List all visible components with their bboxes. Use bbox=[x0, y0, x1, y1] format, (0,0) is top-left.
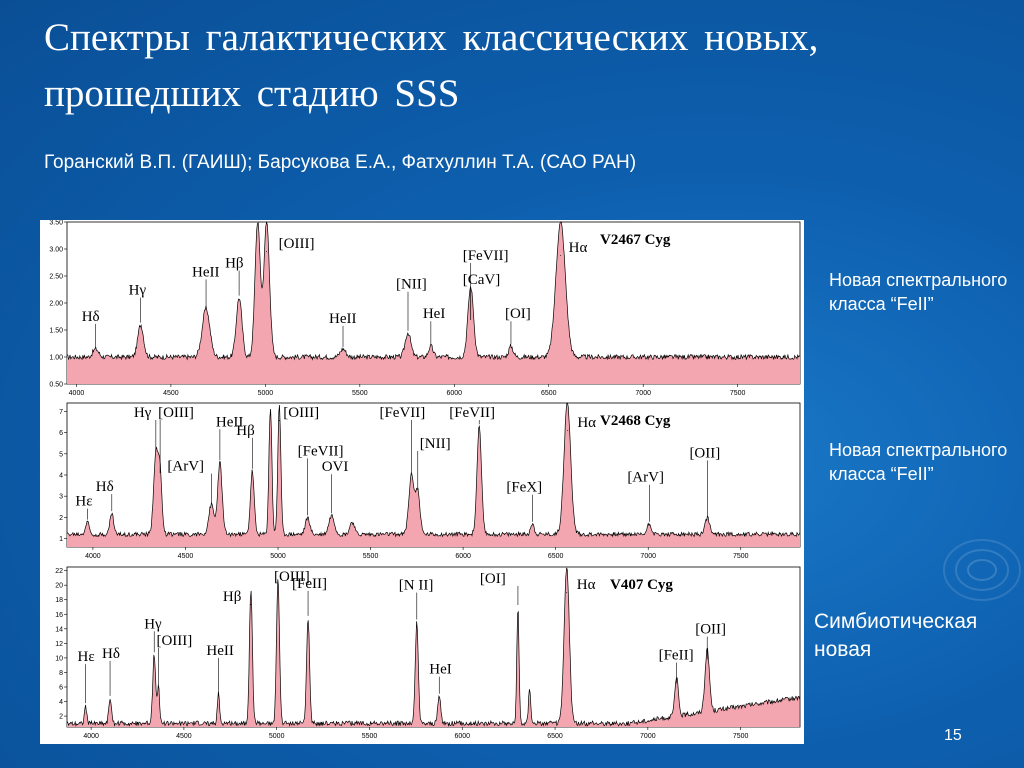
x-tick-label: 7500 bbox=[729, 390, 746, 397]
y-tick-label: 5 bbox=[59, 451, 63, 459]
line-label: [N II] bbox=[398, 577, 434, 594]
x-tick-label: 6000 bbox=[455, 553, 471, 560]
line-label: Hβ bbox=[222, 589, 242, 605]
line-label: [FeVII] bbox=[462, 247, 509, 264]
line-label: Hε bbox=[77, 649, 95, 666]
line-label: HeII bbox=[192, 264, 220, 281]
y-tick-label: 2.50 bbox=[49, 273, 63, 281]
line-label: HeII bbox=[206, 642, 234, 659]
line-label: [ArV] bbox=[627, 469, 664, 486]
x-tick-label: 6000 bbox=[446, 390, 463, 397]
line-label: [OI] bbox=[479, 571, 506, 587]
y-tick-label: 22 bbox=[55, 568, 63, 576]
y-tick-label: 3 bbox=[59, 493, 63, 501]
x-tick-label: 4500 bbox=[163, 390, 179, 397]
x-tick-label: 5000 bbox=[268, 733, 285, 740]
y-tick-label: 20 bbox=[55, 582, 63, 590]
spectrum-fill bbox=[67, 403, 800, 547]
line-label: Hγ bbox=[144, 616, 162, 633]
line-label: Hα bbox=[577, 415, 597, 431]
x-tick-label: 7500 bbox=[732, 553, 749, 560]
line-label: [FeVII] bbox=[449, 405, 496, 421]
line-label: [OIII] bbox=[278, 236, 315, 252]
line-label: HeII bbox=[215, 414, 244, 431]
y-tick-label: 2 bbox=[59, 514, 63, 522]
line-label: Hδ bbox=[95, 479, 114, 496]
y-tick-label: 1.50 bbox=[49, 327, 63, 335]
line-label: [OIII] bbox=[273, 569, 310, 585]
line-label: [FeVII] bbox=[379, 405, 426, 421]
x-tick-label: 5500 bbox=[352, 390, 368, 397]
line-label: [OIII] bbox=[283, 405, 320, 421]
line-label: [NII] bbox=[419, 435, 451, 452]
line-label: Hγ bbox=[128, 282, 147, 299]
line-label: [OII] bbox=[695, 621, 727, 638]
y-tick-label: 10 bbox=[55, 655, 63, 663]
line-label: HeI bbox=[422, 306, 446, 323]
line-label: [OI] bbox=[504, 306, 531, 323]
y-tick-label: 12 bbox=[55, 640, 63, 648]
slide-title: Спектры галактических классических новых, прошедших стадию SSS bbox=[44, 16, 819, 115]
spectra-chart bbox=[40, 220, 804, 744]
y-tick-label: 16 bbox=[55, 611, 63, 619]
line-label: Hα bbox=[576, 577, 596, 593]
x-tick-label: 5500 bbox=[361, 733, 378, 740]
y-tick-label: 4 bbox=[59, 699, 63, 707]
line-label: [OIII] bbox=[158, 405, 194, 421]
ripple-decoration bbox=[940, 530, 1024, 610]
y-tick-label: 14 bbox=[55, 626, 63, 634]
x-tick-label: 4500 bbox=[177, 553, 194, 560]
y-tick-label: 6 bbox=[59, 430, 63, 438]
y-tick-label: 18 bbox=[55, 597, 63, 605]
line-label: Hδ bbox=[81, 308, 100, 325]
star-name: V2468 Cyg bbox=[600, 413, 671, 429]
spectrum-fill bbox=[67, 222, 800, 384]
y-tick-label: 4 bbox=[59, 472, 63, 480]
x-tick-label: 7000 bbox=[640, 733, 656, 740]
y-tick-label: 8 bbox=[59, 669, 63, 677]
line-label: Hγ bbox=[133, 405, 152, 421]
spectrum-panel-v2468-cyg bbox=[59, 403, 800, 560]
note-v2467-class: Новая спектрального класса “FeII” bbox=[829, 270, 1008, 314]
spectrum-line bbox=[67, 222, 800, 359]
plot-frame bbox=[67, 403, 800, 547]
line-label: Hδ bbox=[102, 645, 120, 662]
x-tick-label: 4000 bbox=[68, 390, 85, 397]
y-tick-label: 2.00 bbox=[49, 300, 63, 308]
y-tick-label: 3.00 bbox=[49, 246, 63, 254]
x-tick-label: 6000 bbox=[454, 733, 471, 740]
star-name: V2467 Cyg bbox=[600, 232, 671, 248]
line-label: HeII bbox=[329, 310, 357, 327]
line-label: [NII] bbox=[395, 276, 427, 293]
line-label: Hβ bbox=[225, 255, 244, 272]
y-tick-label: 7 bbox=[59, 408, 63, 416]
line-label: [FeX] bbox=[506, 479, 543, 496]
line-label: [FeII] bbox=[292, 575, 328, 592]
spectrum-panel-v407-cyg bbox=[55, 567, 800, 740]
x-tick-label: 5000 bbox=[270, 553, 286, 560]
line-label: [CaV] bbox=[462, 271, 501, 288]
spectra-figure bbox=[40, 220, 804, 744]
y-tick-label: 6 bbox=[59, 684, 63, 692]
x-tick-label: 5000 bbox=[257, 390, 274, 397]
line-label: Hβ bbox=[236, 422, 255, 439]
x-tick-label: 6500 bbox=[547, 553, 564, 560]
x-tick-label: 4500 bbox=[176, 733, 192, 740]
note-v407-class: Симбиотическая новая bbox=[814, 610, 978, 661]
y-tick-label: 1.00 bbox=[49, 354, 63, 362]
x-tick-label: 7500 bbox=[732, 733, 749, 740]
x-tick-label: 6500 bbox=[547, 733, 563, 740]
x-tick-label: 6500 bbox=[540, 390, 557, 397]
line-label: [OIII] bbox=[156, 633, 193, 649]
line-label: Hα bbox=[568, 240, 588, 256]
line-label: Hε bbox=[75, 493, 93, 510]
line-label: [FeII] bbox=[658, 647, 694, 664]
line-label: [FeVII] bbox=[297, 443, 344, 460]
y-tick-label: 3.50 bbox=[49, 220, 63, 227]
authors-line: Горанский В.П. (ГАИШ); Барсукова Е.А., Фатхуллин Т.А. (САО РАН) bbox=[44, 152, 637, 173]
spectrum-panel-v2467-cyg bbox=[49, 220, 800, 397]
x-tick-label: 5500 bbox=[362, 553, 379, 560]
x-tick-label: 4000 bbox=[83, 733, 99, 740]
y-tick-label: 2 bbox=[59, 713, 63, 721]
line-label: [OII] bbox=[689, 445, 721, 462]
x-tick-label: 7000 bbox=[635, 390, 651, 397]
star-name: V407 Cyg bbox=[610, 577, 673, 593]
line-label: OVI bbox=[321, 459, 349, 476]
line-label: [ArV] bbox=[167, 458, 205, 475]
y-tick-label: 1 bbox=[59, 536, 63, 544]
x-tick-label: 7000 bbox=[640, 553, 657, 560]
page-number: 15 bbox=[944, 727, 962, 744]
note-v2468-class: Новая спектрального класса “FeII” bbox=[829, 440, 1008, 484]
y-tick-label: 0.50 bbox=[49, 381, 63, 389]
x-tick-label: 4000 bbox=[85, 553, 101, 560]
line-label: HeI bbox=[429, 661, 452, 678]
